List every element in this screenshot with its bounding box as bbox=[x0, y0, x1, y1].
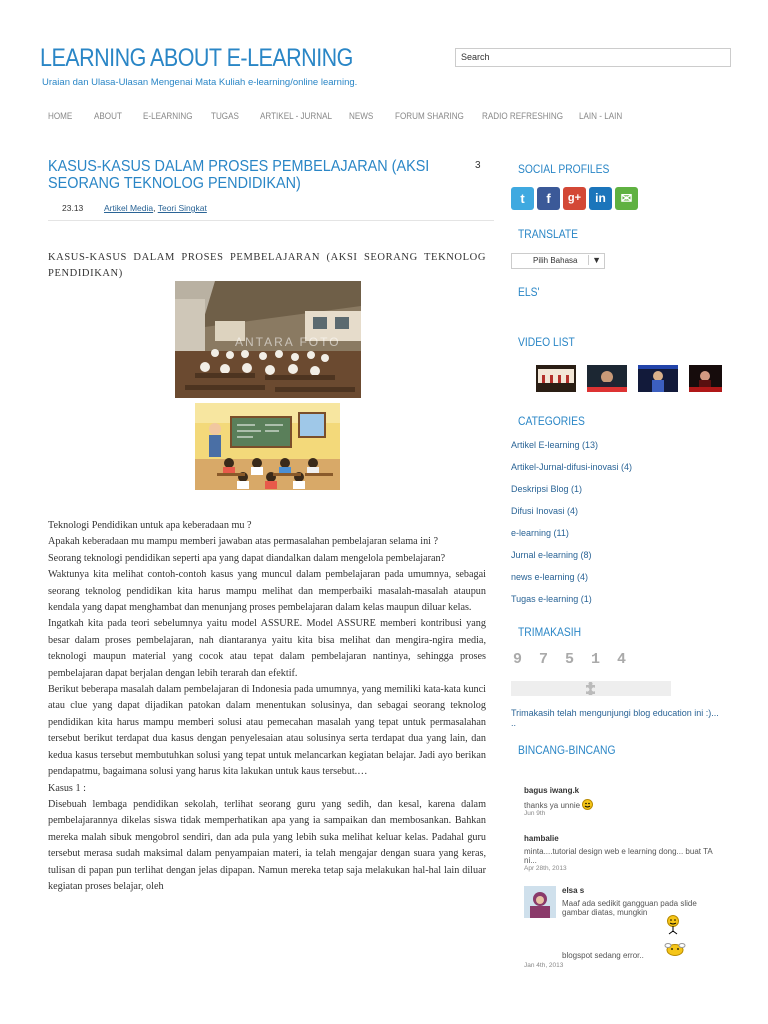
post-body bbox=[48, 518, 486, 895]
nav-item-forum-sharing[interactable]: FORUM SHARING bbox=[395, 111, 464, 121]
category-link[interactable]: Tugas e-learning (1) bbox=[511, 594, 592, 604]
commenter-name[interactable]: hambalie bbox=[524, 834, 559, 843]
recent-comment bbox=[524, 834, 724, 872]
comment-date: Apr 28th, 2013 bbox=[524, 865, 567, 872]
thanks-text: Trimakasih telah mengunjungi blog education ini :)... .. bbox=[511, 708, 719, 728]
category-link[interactable]: Deskripsi Blog (1) bbox=[511, 484, 583, 494]
video-list-title: VIDEO LIST bbox=[518, 335, 575, 349]
classroom-cartoon bbox=[195, 403, 340, 490]
label-link-teori-singkat[interactable]: Teori Singkat bbox=[157, 203, 207, 213]
nav-item-radio-refreshing[interactable]: RADIO REFRESHING bbox=[482, 111, 564, 121]
nav-item-artikel-jurnal[interactable]: ARTIKEL - JURNAL bbox=[260, 111, 333, 121]
comment-text: Maaf ada sedikit gangguan pada slide gambar diatas, mungkin bbox=[562, 899, 697, 917]
video-thumbnail[interactable] bbox=[587, 365, 627, 392]
video-thumbnail[interactable] bbox=[689, 365, 722, 392]
email-icon[interactable]: ✉ bbox=[615, 187, 638, 210]
label-link-artikel-media[interactable]: Artikel Media bbox=[104, 203, 154, 213]
category-link[interactable]: news e-learning (4) bbox=[511, 572, 589, 582]
plugin-placeholder bbox=[511, 681, 671, 696]
dancing-smiley-icon bbox=[664, 915, 682, 935]
category-link[interactable]: Jurnal e-learning (8) bbox=[511, 550, 592, 560]
nav-item-about[interactable]: ABOUT bbox=[94, 111, 122, 121]
comment-text-continued: blogspot sedang error.. bbox=[562, 951, 644, 960]
language-select-label: Pilih Bahasa bbox=[533, 256, 578, 265]
search-input[interactable]: Search bbox=[455, 48, 731, 67]
comment-text: thanks ya unnie bbox=[524, 801, 581, 810]
els-title: ELS' bbox=[518, 285, 540, 299]
comment-date: Jun 9th bbox=[524, 810, 546, 817]
chevron-down-icon: ▼ bbox=[588, 255, 601, 265]
avatar[interactable] bbox=[524, 886, 556, 918]
post-paragraph: Kasus 1 : bbox=[48, 782, 86, 794]
post-paragraph: Berikut beberapa masalah dalam pembelajaran di Indonesia pada umumnya, yang memiliki kata-kata kunci atau clue yang dapat dijadikan patokan dalam menentukan solusinya, dan sebagai seorang teknolog pendidikan kita harus mampu memberi solusi atau pemecahan masalah yang tepat untuk permasalahan tersebut berikut terdapat dua kasus dengan penyelesaian atau solusinya serta terdapat dua yang lain, dan kedua kasus tersebut membutuhkan solusi yang tepat untuk melancarkan kegiatan belajar. Jadi ayo berikan pendapatmu, bagaimana solusi yang harus kita lakukan untuk kaus tersebut.… bbox=[48, 684, 486, 778]
photo-watermark: ANTARA FOTO bbox=[235, 335, 341, 349]
twitter-icon[interactable]: t bbox=[511, 187, 534, 210]
commenter-name[interactable]: bagus iwang.k bbox=[524, 786, 580, 795]
post-paragraph: Seorang teknologi pendidikan seperti apa yang dapat diandalkan dalam mengelola pembelajaran? bbox=[48, 552, 446, 564]
blog-title[interactable]: LEARNING ABOUT E-LEARNING bbox=[40, 44, 353, 72]
visitor-counter: 9 7 5 1 4 bbox=[513, 651, 631, 668]
post-paragraph: Teknologi Pendidikan untuk apa keberadaan mu ? bbox=[48, 520, 252, 531]
bee-smiley-icon bbox=[664, 943, 686, 957]
translate-title: TRANSLATE bbox=[518, 227, 579, 241]
category-link[interactable]: Difusi Inovasi (4) bbox=[511, 506, 579, 516]
smiley-icon bbox=[582, 799, 593, 810]
language-select[interactable] bbox=[511, 253, 605, 269]
recent-comment bbox=[562, 886, 712, 917]
post-title[interactable]: KASUS-KASUS DALAM PROSES PEMBELAJARAN (AKSI SEORANG TEKNOLOG PENDIDIKAN) bbox=[48, 158, 430, 192]
puzzle-icon bbox=[583, 682, 597, 695]
nav-item-home[interactable]: HOME bbox=[48, 111, 73, 121]
linkedin-icon[interactable]: in bbox=[589, 187, 612, 210]
comment-date: Jan 4th, 2013 bbox=[524, 962, 564, 969]
label-separator: , bbox=[153, 203, 158, 213]
trimakasih-title: TRIMAKASIH bbox=[518, 625, 582, 639]
category-link[interactable]: e-learning (11) bbox=[511, 528, 569, 538]
video-thumbnail[interactable] bbox=[638, 365, 678, 392]
video-thumbnail[interactable] bbox=[536, 365, 576, 392]
bincang-title: BINCANG-BINCANG bbox=[518, 743, 616, 757]
category-link[interactable]: Artikel-Jurnal-difusi-inovasi (4) bbox=[511, 462, 633, 472]
post-time: 23.13 bbox=[62, 203, 84, 213]
recent-comment bbox=[524, 786, 724, 817]
commenter-name[interactable]: elsa s bbox=[562, 886, 585, 895]
nav-item-lain-lain[interactable]: LAIN - LAIN bbox=[579, 111, 623, 121]
google-plus-icon[interactable]: g+ bbox=[563, 187, 586, 210]
post-paragraph: Apakah keberadaan mu mampu memberi jawaban atas permasalahan pembelajaran selama ini ? bbox=[48, 536, 439, 548]
post-heading: KASUS-KASUS DALAM PROSES PEMBELAJARAN (AKSI SEORANG TEKNOLOG PENDIDIKAN) bbox=[48, 252, 486, 279]
post-paragraph: Ingatkah kita pada teori sebelumnya yaitu model ASSURE. Model ASSURE memberi kontribusi yang besar dalam proses pembelajaran, nah diantaranya yaitu kita bisa melihat dan mengira-ngira media, teknologi maupun material yang cocok atau tepat dalam pembelajaran nantinya, sehingga proses pembelajaran dapat berjalan dengan lebih terarah dan efektif. bbox=[48, 618, 486, 679]
nav-item-news[interactable]: NEWS bbox=[349, 111, 374, 121]
social-profiles-title: SOCIAL PROFILES bbox=[518, 162, 610, 176]
comment-count[interactable]: 3 bbox=[475, 160, 481, 171]
post-paragraph: Disebuah lembaga pendidikan sekolah, terlihat seorang guru yang sedih, dan kesal, karena dalam pembelajarannya dikelas siswa tidak memperhatikan apa yang ia sampaikan dan membosankan. Bahkan mereka malah sibuk mengobrol sendiri, dan ada pula yang lebih suka melihat keluar kelas. Padahal guru tersebut merasa sudah maksimal dalam penyampaian materi, ia telah mengajar dengan suara yang keras, tulisan di papan pun terlihat dengan jelas dipapan. Namun mereka tetap saja melakukan hal-hal lain diluar kegiatan proses belajar, oleh bbox=[48, 798, 486, 892]
category-link[interactable]: Artikel E-learning (13) bbox=[511, 440, 599, 450]
post-paragraph: Waktunya kita melihat contoh-contoh kasus yang muncul dalam pembelajaran pada umumnya, sebagai seorang teknolog pendidikan kita harus mampu melihat dan memperbaiki masalah-masalah ataupun kendala yang dapat menghambat dan menunjang proses pembelajaran dalam kelas maupun diluar kelas. bbox=[48, 569, 486, 614]
classroom-photo bbox=[175, 281, 361, 398]
post-meta bbox=[48, 200, 494, 221]
facebook-icon[interactable]: f bbox=[537, 187, 560, 210]
comment-text: minta....tutorial design web e learning dong... buat TA ni... bbox=[524, 847, 713, 865]
blog-description: Uraian dan Ulasa-Ulasan Mengenai Mata Kuliah e-learning/online learning. bbox=[42, 77, 358, 88]
categories-title: CATEGORIES bbox=[518, 414, 585, 428]
post-labels bbox=[104, 203, 207, 213]
nav-item-e-learning[interactable]: E-LEARNING bbox=[143, 111, 193, 121]
nav-item-tugas[interactable]: TUGAS bbox=[211, 111, 239, 121]
